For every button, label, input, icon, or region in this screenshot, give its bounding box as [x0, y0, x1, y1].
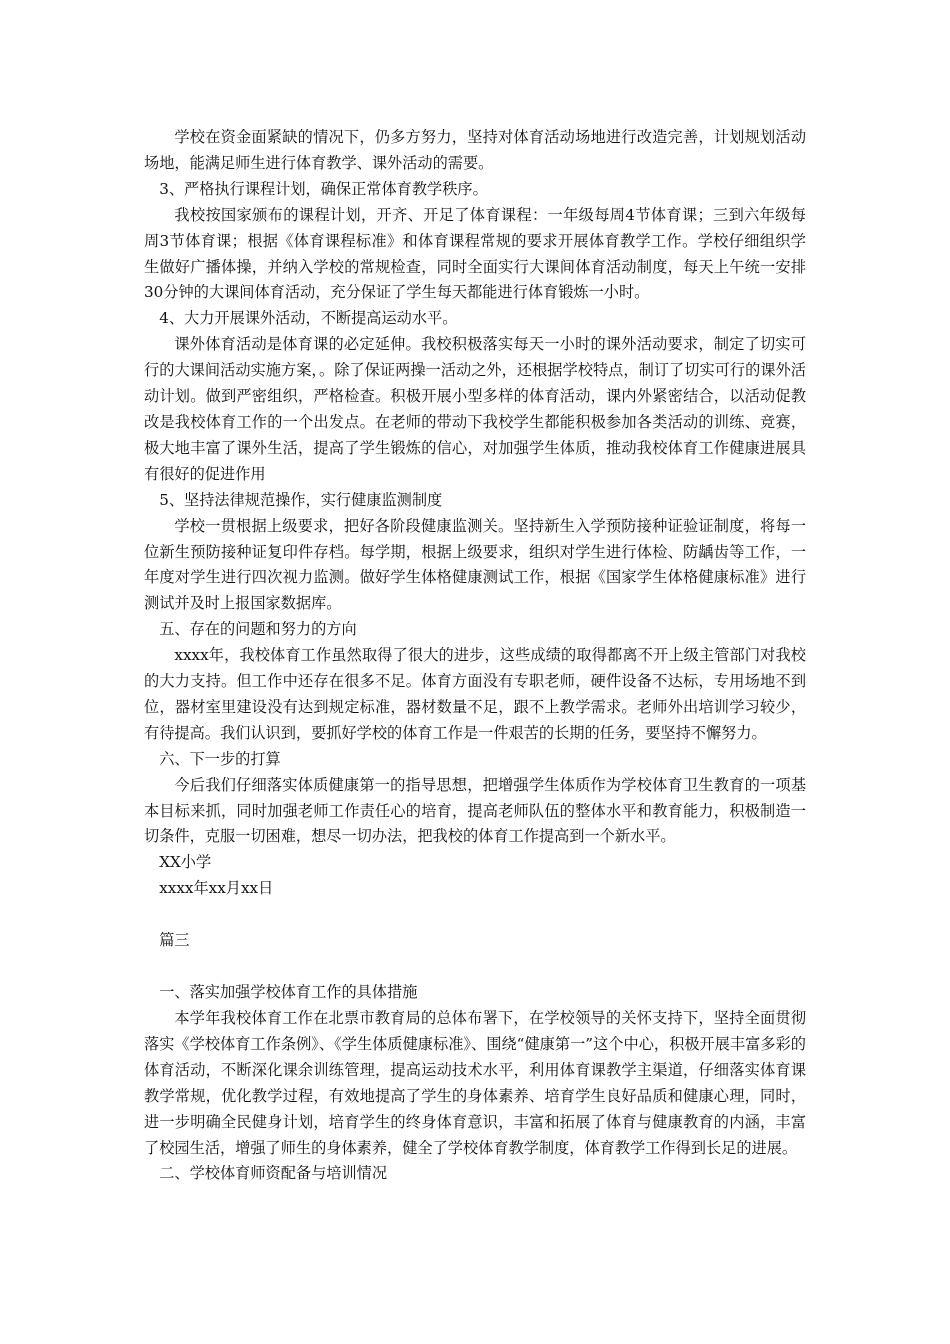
heading-measures: 一、落实加强学校体育工作的具体措施	[159, 983, 418, 1002]
paragraph-course-plan: 我校按国家颁布的课程计划，开齐、开足了体育课程：一年级每周4节体育课；三到六年级每周3节体育课；根据《体育课程标准》和体育课程常规的要求开展体育教学工作。学校仔细组织学生做好广播体操，并纳入学校的常规检查，同时全面实行大课间体育活动制度，每天上午统一安排30分钟的大课间体育活动，充分保证了学生每天都能进行体育锻炼一小时。	[144, 205, 806, 302]
spacer	[144, 902, 806, 928]
spacer	[144, 954, 806, 980]
signature-date: xxxx年xx月xx日	[159, 879, 274, 898]
paragraph-measures: 本学年我校体育工作在北票市教育局的总体布署下，在学校领导的关怀支持下，坚持全面贯彻落实《学校体育工作条例》、《学生体质健康标准》、围绕“健康第一”这个中心，积极开展丰富多彩的体育活动，不断深化课余训练管理，提高运动技术水平，利用体育课教学主渠道，仔细落实体育课教学常规，优化教学过程，有效地提高了学生的身体素养、培育学生良好品质和健康心理，同时，进一步明确全民健身计划，培育学生的终身体育意识，丰富和拓展了体育与健康教育的内涵，丰富了校园生活，增强了师生的身体素养，健全了学校体育教学制度，体育教学工作得到长足的进展。	[144, 1009, 806, 1157]
signature-school: XX小学	[159, 853, 212, 872]
heading-next-steps: 六、下一步的打算	[159, 749, 281, 768]
heading-teacher-staffing: 二、学校体育师资配备与培训情况	[159, 1164, 387, 1183]
paragraph-health-monitoring: 学校一贯根据上级要求，把好各阶段健康监测关。坚持新生入学预防接种证验证制度，将每一位新生预防接种证复印件存档。每学期，根据上级要求，组织对学生进行体检、防龋齿等工作，一年度对学生进行四次视力监测。做好学生体格健康测试工作，根据《国家学生体格健康标准》进行测试并及时上报国家数据库。	[144, 516, 806, 613]
heading-problems: 五、存在的问题和努力的方向	[159, 620, 357, 639]
section-title: 篇三	[159, 931, 190, 950]
document-page	[144, 125, 806, 1187]
paragraph-field-improvement: 学校在资金面紧缺的情况下，仍多方努力，坚持对体育活动场地进行改造完善，计划规划活动场地，能满足师生进行体育教学、课外活动的需要。	[144, 128, 806, 172]
paragraph-problems: xxxx年，我校体育工作虽然取得了很大的进步，这些成绩的取得都离不开上级主管部门对我校的大力支持。但工作中还存在很多不足。体育方面没有专职老师，硬件设备不达标，专用场地不到位，器材室里建设没有达到规定标准，器材数量不足，跟不上教学需求。老师外出培训学习较少，有待提高。我们认识到，要抓好学校的体育工作是一件艰苦的长期的任务，要坚持不懈努力。	[144, 646, 806, 742]
paragraph-next-steps: 今后我们仔细落实体质健康第一的指导思想，把增强学生体质作为学校体育卫生教育的一项基本目标来抓，同时加强老师工作责任心的培育，提高老师队伍的整体水平和教育能力，积极制造一切条件，克服一切困难，想尽一切办法，把我校的体育工作提高到一个新水平。	[144, 775, 806, 846]
heading-course-plan: 3、严格执行课程计划，确保正常体育教学秩序。	[159, 179, 488, 198]
paragraph-extracurricular: 课外体育活动是体育课的必定延伸。我校积极落实每天一小时的课外活动要求，制定了切实可行的大课间活动实施方案，。除了保证两操一活动之外，还根据学校特点，制订了切实可行的课外活动计划。做到严密组织，严格检查。积极开展小型多样的体育活动，课内外紧密结合，以活动促教改是我校体育工作的一个出发点。在老师的带动下我校学生都能积极参加各类活动的训练、竞赛，极大地丰富了课外生活，提高了学生锻炼的信心，对加强学生体质，推动我校体育工作健康进展具有很好的促进作用	[144, 335, 806, 483]
heading-health-monitoring: 5、坚持法律规范操作，实行健康监测制度	[159, 490, 443, 509]
heading-extracurricular: 4、大力开展课外活动，不断提高运动水平。	[159, 309, 458, 328]
